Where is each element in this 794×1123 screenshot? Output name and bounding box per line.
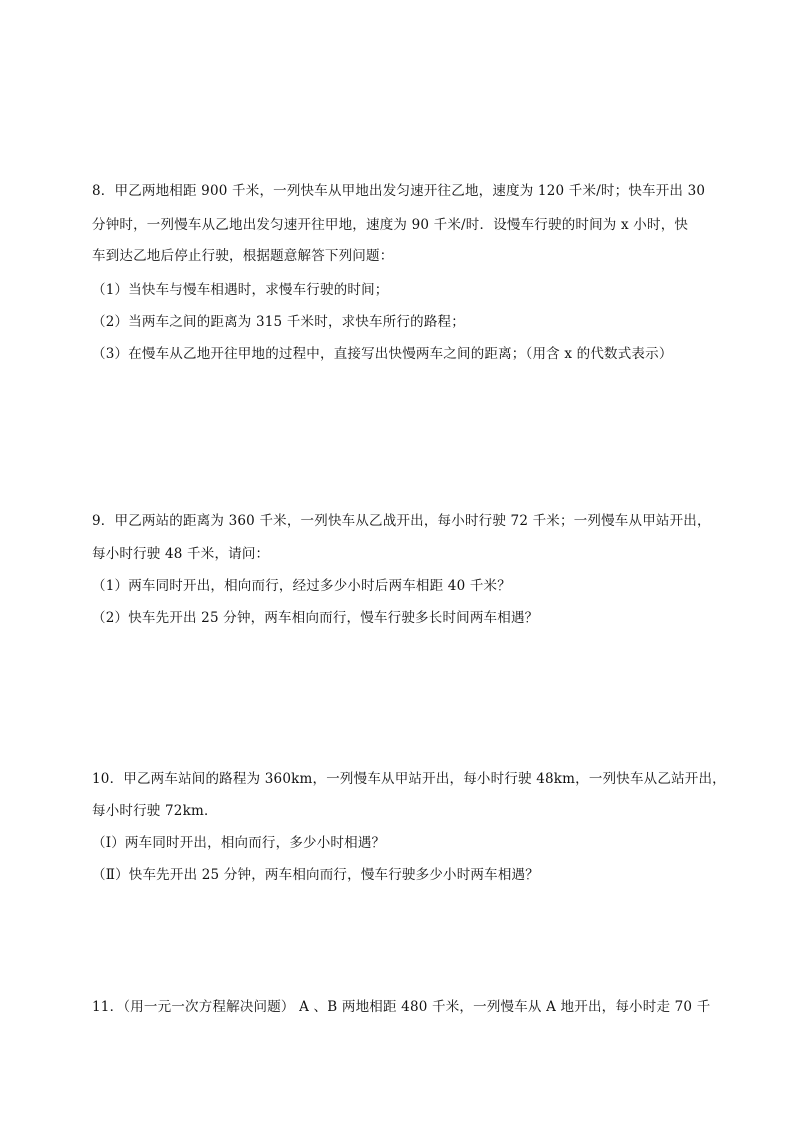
problem-9-part-2: （2）快车先开出 25 分钟，两车相向而行，慢车行驶多长时间两车相遇？ — [92, 610, 539, 626]
problem-9-line-2: 每小时行驶 48 千米，请问： — [92, 546, 270, 562]
problem-8-line-1: 8．甲乙两地相距 900 千米，一列快车从甲地出发匀速开往乙地，速度为 120 千米/时；快车开出 30 — [92, 183, 706, 199]
problem-9-line-1: 9．甲乙两站的距离为 360 千米，一列快车从乙战开出，每小时行驶 72 千米；一列慢车从甲站开出， — [92, 513, 711, 529]
problem-10-line-2: 每小时行驶 72km． — [92, 803, 218, 819]
problem-9-part-1: （1）两车同时开出，相向而行，经过多少小时后两车相距 40 千米？ — [92, 578, 511, 594]
problem-11-line-1: 11．（用一元一次方程解决问题） A 、B 两地相距 480 千米，一列慢车从 A 地开出，每小时走 70 千 — [92, 999, 711, 1015]
problem-10-line-1: 10．甲乙两车站间的路程为 360km，一列慢车从甲站开出，每小时行驶 48km，一列快车从乙站开出， — [92, 771, 726, 787]
problem-8-part-2: （2）当两车之间的距离为 315 千米时，求快车所行的路程； — [92, 314, 465, 330]
problem-8-line-2: 分钟时，一列慢车从乙地出发匀速开往甲地，速度为 90 千米/时．设慢车行驶的时间为 x 小时，快 — [92, 217, 689, 233]
problem-10-part-2: （Ⅱ）快车先开出 25 分钟，两车相向而行，慢车行驶多少小时两车相遇？ — [92, 867, 539, 883]
problem-8-part-1: （1）当快车与慢车相遇时，求慢车行驶的时间； — [92, 282, 389, 298]
problem-8-line-3: 车到达乙地后停止行驶，根据题意解答下列问题： — [92, 248, 394, 264]
problem-10-part-1: （Ⅰ）两车同时开出，相向而行，多少小时相遇？ — [92, 835, 386, 851]
problem-8-part-3: （3）在慢车从乙地开往甲地的过程中，直接写出快慢两车之间的距离；（用含 x 的代数式表示） — [92, 346, 673, 362]
